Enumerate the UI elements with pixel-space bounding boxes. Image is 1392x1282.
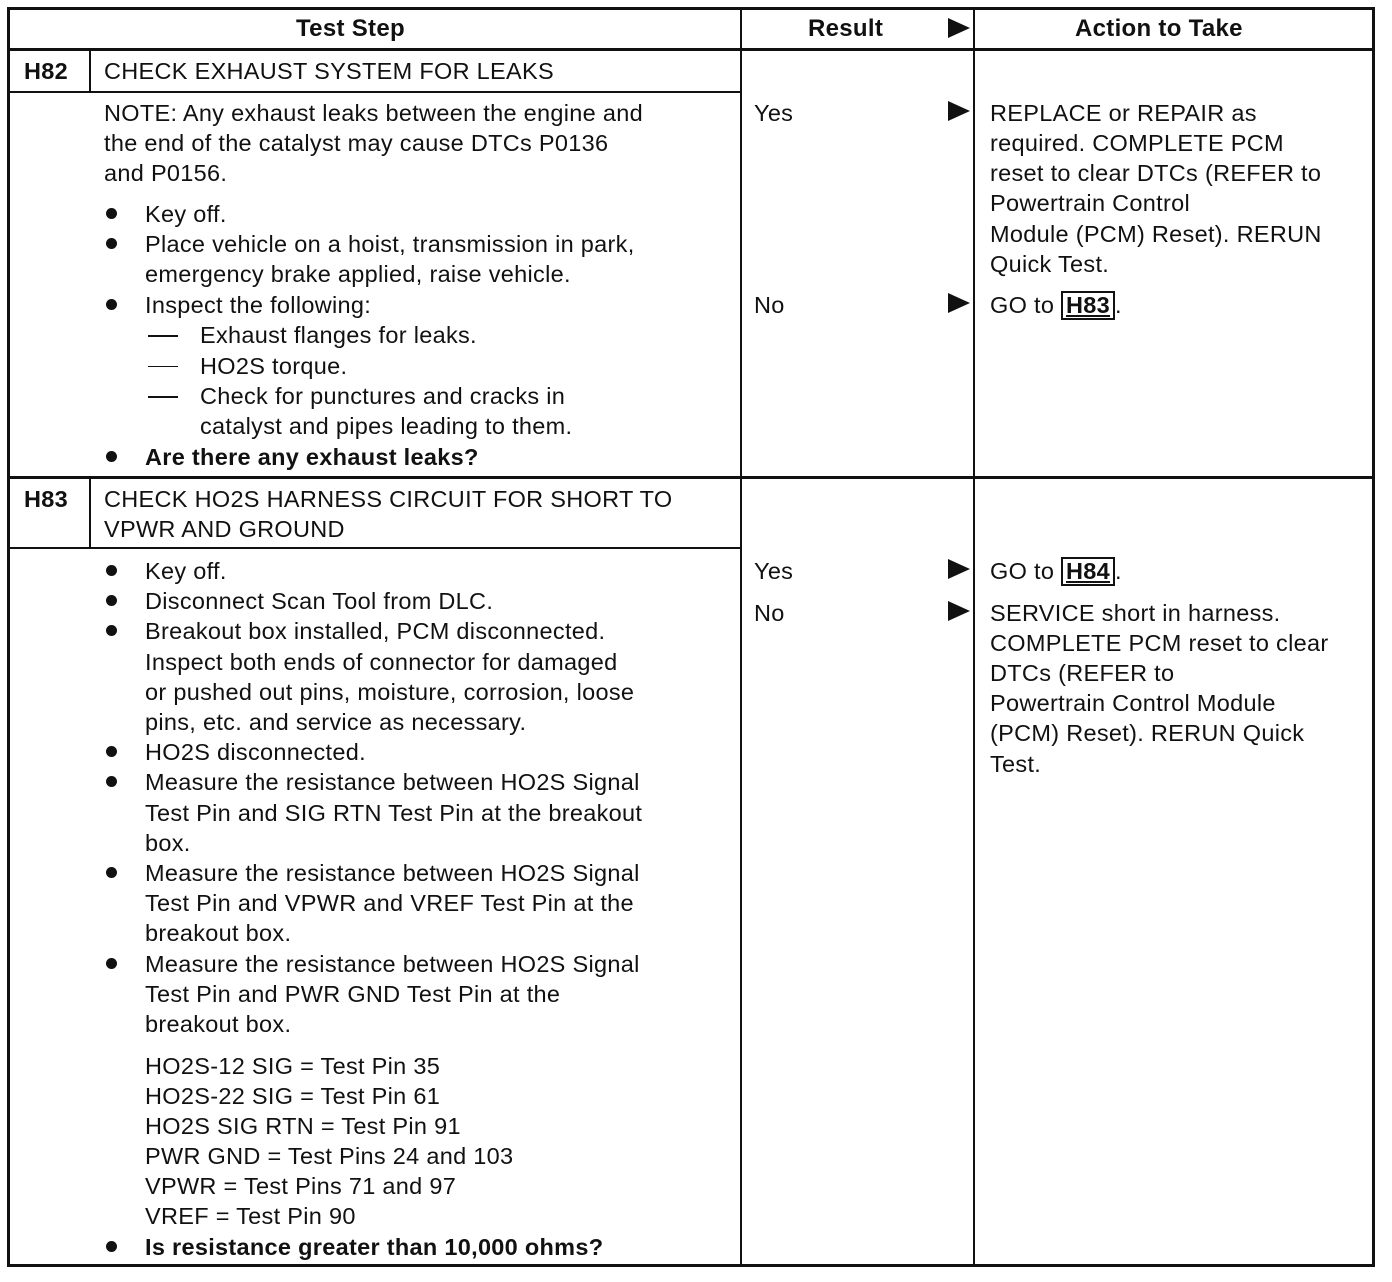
bullet-icon [106, 208, 117, 219]
h83-action-no-line-2: COMPLETE PCM reset to clear [990, 630, 1329, 656]
h83-bullet-sigrtn-line-2: Test Pin and SIG RTN Test Pin at the breakout [145, 800, 643, 826]
h83-bullet-breakout-line-1: Breakout box installed, PCM disconnected. [145, 618, 606, 644]
h83-bullet-breakout-line-4: pins, etc. and service as necessary. [145, 709, 527, 735]
header-arrow-icon [948, 18, 970, 38]
h83-title-rule [8, 547, 741, 549]
bullet-icon [106, 299, 117, 310]
step-id-h83: H83 [24, 486, 69, 512]
step-title-h83-line-1: CHECK HO2S HARNESS CIRCUIT FOR SHORT TO [104, 486, 673, 512]
h83-bullet-sigrtn-line-1: Measure the resistance between HO2S Signal [145, 769, 640, 795]
bullet-icon [106, 625, 117, 636]
result-arrow-icon [948, 601, 970, 621]
h83-bullet-ho2s-disconnected: HO2S disconnected. [145, 739, 366, 765]
bullet-icon [106, 746, 117, 757]
h83-result-yes: Yes [754, 558, 794, 584]
h82-action-yes-line-5: Module (PCM) Reset). RERUN [990, 221, 1322, 247]
h83-bullet-vpwr-line-3: breakout box. [145, 920, 292, 946]
h82-bullet-hoist-line-2: emergency brake applied, raise vehicle. [145, 261, 571, 287]
step-title-h82: CHECK EXHAUST SYSTEM FOR LEAKS [104, 58, 554, 84]
h83-action-yes-prefix: GO to [990, 558, 1055, 584]
header-result: Result [808, 15, 884, 42]
h83-bullet-vpwr-line-2: Test Pin and VPWR and VREF Test Pin at the [145, 890, 634, 916]
h83-result-no: No [754, 600, 785, 626]
h83-action-yes [990, 556, 1122, 586]
h83-action-yes-suffix: . [1115, 558, 1122, 584]
bullet-icon [106, 451, 117, 462]
dash-icon [148, 335, 178, 337]
result-arrow-icon [948, 101, 970, 121]
column-divider-id-h82 [89, 50, 91, 92]
h83-action-no-line-6: Test. [990, 751, 1042, 777]
bullet-icon [106, 867, 117, 878]
h82-note-line-3: and P0156. [104, 160, 228, 186]
result-arrow-icon [948, 559, 970, 579]
h83-bullet-pwrgnd-line-3: breakout box. [145, 1011, 292, 1037]
h83-pin-6: VREF = Test Pin 90 [145, 1203, 356, 1229]
h83-pin-3: HO2S SIG RTN = Test Pin 91 [145, 1113, 461, 1139]
h83-question: Is resistance greater than 10,000 ohms? [145, 1234, 604, 1260]
h83-bullet-breakout-line-2: Inspect both ends of connector for damaged [145, 649, 618, 675]
h83-pin-5: VPWR = Test Pins 71 and 97 [145, 1173, 457, 1199]
header-rule [8, 48, 1374, 51]
h82-question: Are there any exhaust leaks? [145, 444, 479, 470]
h83-pin-2: HO2S-22 SIG = Test Pin 61 [145, 1083, 441, 1109]
bullet-icon [106, 1241, 117, 1252]
h82-action-no-prefix: GO to [990, 292, 1055, 318]
h82-title-rule [8, 91, 741, 93]
h83-action-no-line-5: (PCM) Reset). RERUN Quick [990, 720, 1305, 746]
bullet-icon [106, 595, 117, 606]
h82-action-yes-line-3: reset to clear DTCs (REFER to [990, 160, 1322, 186]
h83-bullet-breakout-line-3: or pushed out pins, moisture, corrosion, loose [145, 679, 635, 705]
bullet-icon [106, 238, 117, 249]
column-divider-action [973, 8, 975, 1266]
dash-icon [148, 366, 178, 367]
h83-bullet-pwrgnd-line-1: Measure the resistance between HO2S Signal [145, 951, 640, 977]
h82-dash-flanges: Exhaust flanges for leaks. [200, 322, 477, 348]
h82-action-no [990, 290, 1122, 320]
result-arrow-icon [948, 293, 970, 313]
h82-result-no: No [754, 292, 785, 318]
h82-dash-torque: HO2S torque. [200, 353, 348, 379]
step-ref-h84-link[interactable]: H84 [1061, 557, 1115, 586]
step-id-h82: H82 [24, 58, 69, 84]
h83-action-no-line-1: SERVICE short in harness. [990, 600, 1281, 626]
h82-action-yes-line-6: Quick Test. [990, 251, 1110, 277]
bullet-icon [106, 565, 117, 576]
step-title-h83-line-2: VPWR AND GROUND [104, 516, 345, 542]
h83-bullet-sigrtn-line-3: box. [145, 830, 191, 856]
h82-result-yes: Yes [754, 100, 794, 126]
h83-action-no-line-4: Powertrain Control Module [990, 690, 1276, 716]
h82-note-line-2: the end of the catalyst may cause DTCs P0136 [104, 130, 609, 156]
h82-bottom-rule [8, 476, 1374, 479]
h82-bullet-key-off: Key off. [145, 201, 227, 227]
h82-note-line-1: NOTE: Any exhaust leaks between the engine and [104, 100, 643, 126]
h82-bullet-inspect: Inspect the following: [145, 292, 372, 318]
h82-dash-punctures-line-1: Check for punctures and cracks in [200, 383, 566, 409]
column-divider-result [740, 8, 742, 1266]
bullet-icon [106, 958, 117, 969]
h82-action-no-suffix: . [1115, 292, 1122, 318]
h83-bullet-pwrgnd-line-2: Test Pin and PWR GND Test Pin at the [145, 981, 561, 1007]
dash-icon [148, 396, 178, 398]
h82-action-yes-line-4: Powertrain Control [990, 190, 1191, 216]
h83-bullet-vpwr-line-1: Measure the resistance between HO2S Signal [145, 860, 640, 886]
h83-bullet-disconnect: Disconnect Scan Tool from DLC. [145, 588, 494, 614]
h83-pin-4: PWR GND = Test Pins 24 and 103 [145, 1143, 514, 1169]
bullet-icon [106, 776, 117, 787]
step-ref-h83-link[interactable]: H83 [1061, 291, 1115, 320]
header-action: Action to Take [1075, 15, 1243, 42]
h83-pin-1: HO2S-12 SIG = Test Pin 35 [145, 1053, 441, 1079]
h83-bullet-key-off: Key off. [145, 558, 227, 584]
h82-action-yes-line-2: required. COMPLETE PCM [990, 130, 1284, 156]
h82-bullet-hoist-line-1: Place vehicle on a hoist, transmission in park, [145, 231, 635, 257]
h82-dash-punctures-line-2: catalyst and pipes leading to them. [200, 413, 573, 439]
h82-action-yes-line-1: REPLACE or REPAIR as [990, 100, 1257, 126]
header-test-step: Test Step [296, 15, 405, 42]
h83-action-no-line-3: DTCs (REFER to [990, 660, 1175, 686]
column-divider-id-h83 [89, 478, 91, 548]
